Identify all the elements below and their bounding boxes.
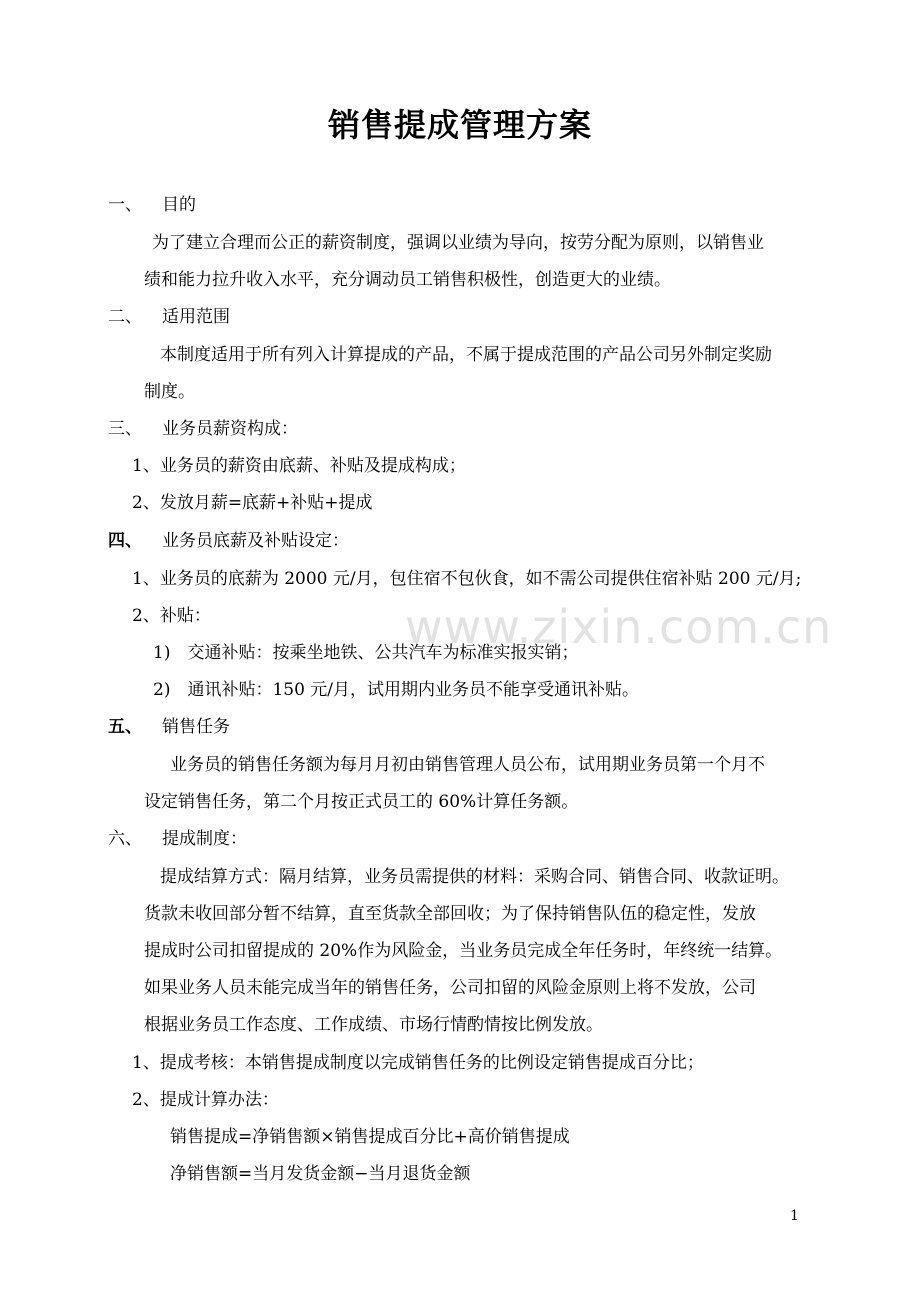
section-number: 五、	[108, 717, 142, 737]
sub-list-item: 2) 通讯补贴：150 元/月，试用期内业务员不能享受通讯补贴。	[153, 680, 640, 700]
list-item: 2、补贴：	[132, 606, 211, 626]
list-item: 1、业务员的底薪为 2000 元/月，包住宿不包伙食，如不需公司提供住宿补贴 200 元/月;	[132, 569, 802, 589]
paragraph-line: 制度。	[144, 382, 195, 402]
paragraph-line: 为了建立合理而公正的薪资制度，强调以业绩为导向，按劳分配为原则，以销售业	[152, 233, 764, 253]
section-title: 提成制度：	[162, 829, 247, 849]
section-title: 销售任务	[162, 717, 230, 737]
section-title: 目的	[162, 195, 196, 215]
paragraph-line: 根据业务员工作态度、工作成绩、市场行情酌情按比例发放。	[144, 1015, 603, 1035]
section-number: 六、	[108, 829, 142, 849]
page-number: 1	[790, 1208, 799, 1224]
list-item: 2、提成计算办法：	[132, 1090, 279, 1110]
section-number: 三、	[108, 419, 142, 439]
paragraph-line: 绩和能力拉升收入水平，充分调动员工销售积极性，创造更大的业绩。	[144, 270, 671, 290]
list-item: 2、发放月薪=底薪+补贴+提成	[132, 493, 373, 513]
paragraph-line: 提成时公司扣留提成的 20%作为风险金，当业务员完成全年任务时，年终统一结算。	[144, 941, 783, 961]
section-title: 业务员底薪及补贴设定：	[162, 531, 349, 551]
section-number: 一、	[108, 195, 142, 215]
paragraph-line: 提成结算方式：隔月结算，业务员需提供的材料：采购合同、销售合同、收款证明。	[160, 867, 789, 887]
formula-line: 净销售额=当月发货金额−当月退货金额	[170, 1164, 471, 1184]
watermark: www.zixin.com.cn	[405, 600, 833, 654]
paragraph-line: 业务员的销售任务额为每月月初由销售管理人员公布，试用期业务员第一个月不	[170, 755, 765, 775]
section-number: 四、	[108, 531, 142, 551]
paragraph-line: 如果业务人员未能完成当年的销售任务，公司扣留的风险金原则上将不发放，公司	[144, 978, 756, 998]
section-number: 二、	[108, 307, 142, 327]
page-title: 销售提成管理方案	[327, 106, 592, 144]
paragraph-line: 本制度适用于所有列入计算提成的产品，不属于提成范围的产品公司另外制定奖励	[160, 345, 772, 365]
formula-line: 销售提成=净销售额×销售提成百分比+高价销售提成	[170, 1127, 570, 1147]
list-item: 1、提成考核：本销售提成制度以完成销售任务的比例设定销售提成百分比；	[132, 1053, 704, 1073]
section-title: 业务员薪资构成：	[162, 419, 298, 439]
sub-list-item: 1) 交通补贴：按乘坐地铁、公共汽车为标准实报实销；	[153, 643, 579, 663]
paragraph-line: 货款未收回部分暂不结算，直至货款全部回收；为了保持销售队伍的稳定性，发放	[144, 904, 756, 924]
paragraph-line: 设定销售任务，第二个月按正式员工的 60%计算任务额。	[144, 792, 579, 812]
list-item: 1、业务员的薪资由底薪、补贴及提成构成；	[132, 456, 466, 476]
section-title: 适用范围	[162, 307, 230, 327]
